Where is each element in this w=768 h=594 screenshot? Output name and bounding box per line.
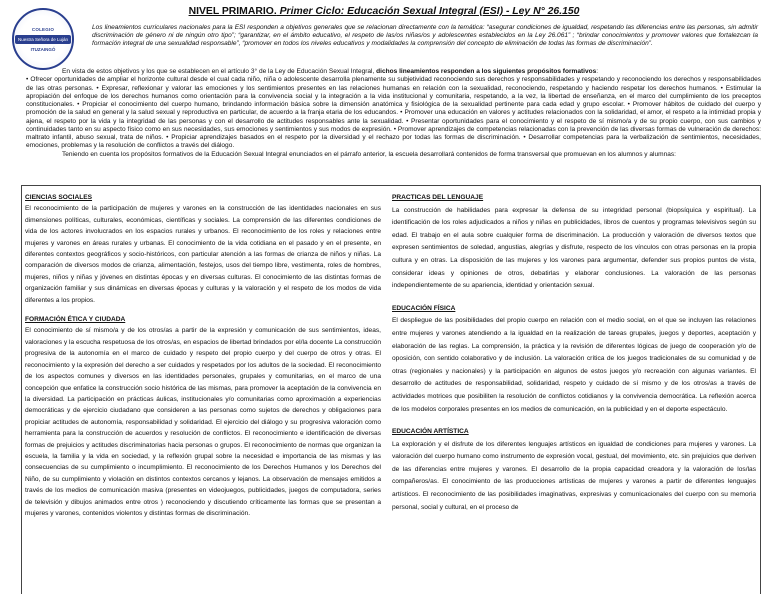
purposes-list: • Ofrecer oportunidades de ampliar el horizonte cultural desde el cual cada niño, niña o adolescente desarrolla plenamente su subjetividad reconociendo sus derechos y responsabilidades y respetando y reconociendo los derechos y responsabilidades de las otras personas. • Expresar, reflexionar y valorar las emociones y los sentimientos presentes en las relaciones humanas en relación con la sexualidad, reconociendo, respetando y haciendo respetar los derechos humanos. • Estimular la apropiación del enfoque de los derechos humanos como orientación para la convivencia social y la integración a la vida institucional y comunitaria, respetando, a la vez, la libertad de enseñanza, en el marco del cumplimiento de los preceptos constitucionales. • Propiciar el conocimiento del cuerpo humano, brindando información básica sobre la dimensión anatómica y fisiológica de la sexualidad pertinente para cada edad y grupo escolar. • Promover hábitos de cuidado del cuerpo y promoción de la salud en general y la salud sexual y reproductiva en particular, de acuerdo a la franja etaria de los educandos. • Promover una educación en valores y actitudes relacionados con la solidaridad, el amor, el respeto a la intimidad propia y ajena, el respeto por la vida y la integridad de las personas y con el desarrollo de actitudes responsables ante la sexualidad. • Presentar oportunidades para el conocimiento y el respeto de sí mismo/a y de su propio cuerpo, con sus cambios y continuidades tanto en su aspecto físico como en sus necesidades, sus emociones y sentimientos y sus modos de expresión. • Promover aprendizajes de competencias relacionadas con la prevención de las diversas formas de vulneración de derechos: maltrato infantil, abuso sexual, trata de niños. • Propiciar aprendizajes basados en el respeto por la diversidad y el rechazo por todas las formas de discriminación. • Desarrollar competencias para la verbalización de sentimientos, necesidades, emociones, problemas y la resolución de conflictos a través del diálogo.	[26, 76, 761, 150]
logo-bottom-text: ITUZAINGÓ	[30, 46, 56, 52]
purposes-lead-bold: dichos lineamientos responden a los siguientes propósitos formativos	[376, 68, 597, 75]
section-gap	[25, 306, 381, 314]
section-gap	[392, 416, 756, 426]
left-column	[25, 192, 381, 519]
page-title	[0, 6, 768, 17]
section-heading-lenguaje: PRACTICAS DEL LENGUAJE	[392, 194, 484, 201]
section-gap	[392, 293, 756, 303]
title-level: NIVEL PRIMARIO.	[188, 6, 277, 17]
title-cycle: Primer Ciclo: Educación Sexual Integral (ESI)	[276, 6, 504, 17]
logo-band-text: Nuestra Señora de Luján	[15, 35, 71, 44]
section-text-lenguaje: La construcción de habilidades para expresar la defensa de su integridad personal (biopsíquica y espiritual). La identificación de los roles adjudicados a niños y niñas en publicidades, libros de cuentos y programas televisivos según su edad. El trabajo en el aula sobre cualquier forma de discriminación. La producción y valoración de diversos textos que expresen sentimientos de soledad, angustias, alegrías y disfrute, respecto de los vínculos con otras personas en la propia cultura y en otras. La disposición de las mujeres y los varones para argumentar, defender sus propios puntos de vista, considerar ideas y opiniones de otros, debatirlas y elaborar conclusiones. La valoración de las personas independientemente de su apariencia, identidad y orientación sexual.	[392, 206, 756, 290]
title-law: - Ley N° 26.150	[503, 6, 580, 17]
purposes-closing: Teniendo en cuenta los propósitos formativos de la Educación Sexual Integral enunciados en el párrafo anterior, la escuela desarrollará contenidos de forma transversal que promuevan en los alumnos y alumnas:	[62, 150, 676, 158]
section-text-sociales: El reconocimiento de la participación de mujeres y varones en la construcción de las identidades nacionales en sus dimensiones políticas, culturales, económicas, científicas y sociales. La comprensión de las diferentes condiciones de vida de los actores involucrados en los espacios rurales y urbanos. El reconocimiento de los roles y relaciones entre mujeres y varones en áreas rurales y urbanas. El conocimiento de la vida cotidiana en el pasado y en el presente, en diferentes contextos geográficos y socio-históricos, con particular atención a las formas de crianza de niños y niñas. La comparación de diversos modos de crianza, alimentación, festejos, usos del tiempo libre, vestimenta, roles de hombres, mujeres, niños y niñas y jóvenes en distintas épocas y en diversas culturas. El conocimiento de las distintas formas de organización familiar y sus dinámicas en diversas épocas y culturas y la valoración y el respeto de los modos de vida diferentes a los propios.	[25, 205, 381, 304]
section-text-fisica: El despliegue de las posibilidades del propio cuerpo en relación con el medio social, en el que se incluyen las relaciones entre mujeres y varones atendiendo a la igualdad en la realización de tareas grupales, juegos y deportes, aceptación y elaboración de las reglas. La comprensión, la práctica y la revisión de diferentes lógicas de juego de cooperación y/o de oposición, con sentido colaborativo y de inclusión. La valoración crítica de los juegos tradicionales de su comunidad y de otras (regionales y nacionales) y la participación en algunos de estos juegos y/o recreación con algunas variantes. El desarrollo de actitudes de responsabilidad, solidaridad, respeto y cuidado de sí mismo y de los otros/as a través de actividades motrices que posibiliten la resolución de conflictos cotidianos y la convivencia democrática. La reflexión acerca de los modelos corporales presentes en los medios de comunicación, en la publicidad y en el deporte espectáculo.	[392, 317, 756, 413]
intro-paragraph: Los lineamientos curriculares nacionales para la ESI responden a objetivos generales que se relacionan directamente con la temática: “asegurar condiciones de igualdad, respetando las diferencias entre las personas, sin admitir discriminación de género ni de ningún otro tipo”; “garantizar, en el ámbito educativo, el respeto de las/os niñas/os y adolescentes establecidos en la Ley 26.061” ; “brindar conocimientos y promover valores que fortalezcan la formación integral de una sexualidad responsable”, “promover en todos los niveles educativos y modalidades la comprensión del concepto de eliminación de todas las formas de discriminación”.	[92, 24, 758, 48]
section-heading-artistica: EDUCACIÓN ARTÍSTICA	[392, 428, 469, 436]
school-logo	[12, 8, 74, 70]
right-column	[392, 192, 756, 514]
section-heading-fisica: EDUCACIÓN FÍSICA	[392, 304, 456, 312]
section-heading-sociales: CIENCIAS SOCIALES	[25, 194, 93, 201]
section-text-etica: El conocimiento de sí mismo/a y de los otros/as a partir de la expresión y comunicación de sus sentimientos, ideas, valoraciones y la escucha respetuosa de los otros/as, en espacios de libertad brindados por el/la docente La construcción progresiva de la autonomía en el marco de cuidado y respeto del propio cuerpo y del cuerpo de otros y otras. El reconocimiento y la expresión del derecho a ser cuidados y respetados por los adultos de la sociedad. El reconocimiento de los aspectos comunes y diversos en las identidades personales, grupales y comunitarias, en el marco de una concepción que enfatice la construcción socio histórica de las mismas, para promover la aceptación de la convivencia en la diversidad. La participación en prácticas áulicas, institucionales y/o comunitarias como aproximación a experiencias democráticas y de ejercicio ciudadano que consideren a las personas como sujetos de derechos y obligaciones para propiciar actitudes de autonomía, responsabilidad y solidaridad. El ejercicio del diálogo y su progresiva valoración como herramienta para la construcción de acuerdos y resolución de conflictos. El reconocimiento e identificación de diversas formas de prejuicios y actitudes discriminatorias hacia personas o grupos. El reconocimiento de normas que organizan la escuela, la familia y la vida en sociedad, y la reflexión grupal sobre la necesidad e importancia de las mismas y las consecuencias de su cumplimiento o incumplimiento. El reconocimiento de los Derechos Humanos y los Derechos del Niño, de su cumplimiento y violación en distintos contextos cercanos y lejanos. La observación de mensajes emitidos a través de los medios de comunicación masiva (presentes en videojuegos, publicidades, juegos de computadora, series de televisión y dibujos animados entre otros ) reconociendo y discutiendo críticamente las formas que se presentan a mujeres y varones, contenidos violentos y distintas formas de discriminación.	[25, 327, 381, 517]
purposes-lead-text: En vista de estos objetivos y los que se establecen en el artículo 3° de la Ley de Educación Sexual Integral,	[62, 68, 377, 75]
purposes-lead-end: :	[596, 68, 599, 75]
section-heading-etica: FORMACIÓN ÉTICA Y CIUDADA	[25, 316, 126, 324]
logo-top-text: COLEGIO	[31, 26, 55, 32]
section-text-artistica: La exploración y el disfrute de los diferentes lenguajes artísticos en igualdad de condiciones para mujeres y varones. La valoración del cuerpo humano como instrumento de expresión vocal, gestual, del movimiento, etc. sin prejuicios que deriven de las diferencias entre mujeres y varones. El desarrollo de la propia capacidad creadora y la valoración de los/las compañeros/as. El conocimiento de las producciones artísticas de mujeres y varones a partir de diferentes lenguajes artísticos. El reconocimiento de las posibilidades imaginativas, expresivas y comunicacionales del cuerpo con su memoria personal, social y cultural, en el proceso de	[392, 440, 756, 511]
purposes-block	[26, 68, 761, 159]
purposes-lead	[26, 68, 761, 76]
